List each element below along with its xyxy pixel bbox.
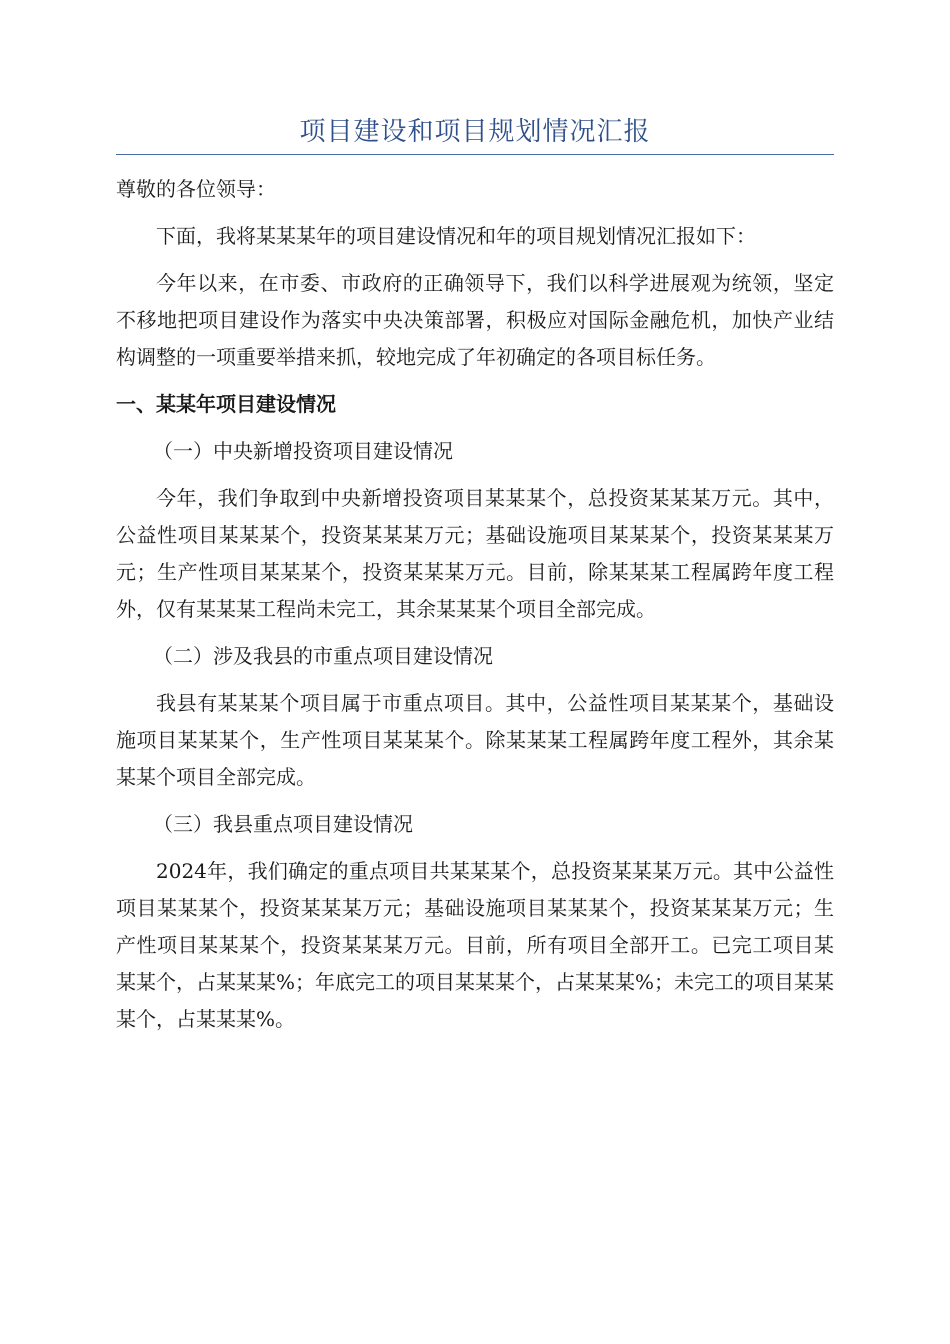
intro-paragraph-2: 今年以来，在市委、市政府的正确领导下，我们以科学进展观为统领，坚定不移地把项目建设作为落实中央决策部署，积极应对国际金融危机，加快产业结构调整的一项重要举措来抓，较地完成了年初确定的各项目标任务。	[116, 271, 834, 369]
subsection-heading-2: （二）涉及我县的市重点项目建设情况	[153, 644, 493, 668]
subsection-heading-3: （三）我县重点项目建设情况	[153, 812, 413, 836]
document-body	[116, 112, 834, 1048]
subsection-heading-1: （一）中央新增投资项目建设情况	[153, 439, 453, 463]
subsection-body-2: 我县有某某某个项目属于市重点项目。其中，公益性项目某某某个，基础设施项目某某某个，生产性项目某某某个。除某某某工程属跨年度工程外，其余某某某个项目全部完成。	[116, 691, 834, 789]
section-heading-1: 一、某某年项目建设情况	[116, 392, 336, 416]
document-title: 项目建设和项目规划情况汇报	[116, 112, 834, 155]
intro-paragraph-1: 下面，我将某某某年的项目建设情况和年的项目规划情况汇报如下：	[156, 224, 756, 248]
subsection-body-3: 2024年，我们确定的重点项目共某某某个，总投资某某某万元。其中公益性项目某某某个，投资某某某万元；基础设施项目某某某个，投资某某某万元；生产性项目某某某个，投资某某某万元。目前，所有项目全部开工。已完工项目某某某个，占某某某%；年底完工的项目某某某个，占某某某%；未完工的项目某某某个，占某某某%。	[116, 859, 835, 1031]
salutation: 尊敬的各位领导：	[116, 177, 276, 201]
subsection-body-1: 今年，我们争取到中央新增投资项目某某某个，总投资某某某万元。其中，公益性项目某某某个，投资某某某万元；基础设施项目某某某个，投资某某某万元；生产性项目某某某个，投资某某某万元。目前，除某某某工程属跨年度工程外，仅有某某某工程尚未完工，其余某某某个项目全部完成。	[116, 486, 834, 621]
